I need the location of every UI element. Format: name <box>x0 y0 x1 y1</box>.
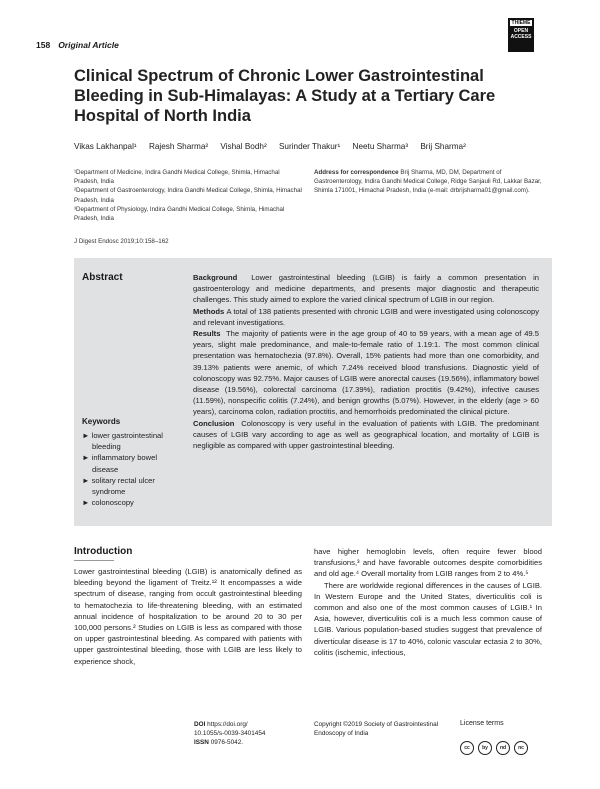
affiliation: ³Department of Physiology, Indira Gandhi Medical College, Shimla, Himachal Pradesh, India <box>74 205 285 223</box>
by-icon: by <box>478 741 492 755</box>
section-label: Original Article <box>58 40 119 50</box>
doi-link[interactable]: https://doi.org/ <box>207 721 248 728</box>
keywords-heading: Keywords <box>82 417 121 426</box>
author: Vikas Lakhanpal¹ <box>74 142 137 151</box>
conclusion-label: Conclusion <box>193 418 235 428</box>
background-text: Lower gastrointestinal bleeding (LGIB) is fairly a common presentation in gastroenterology and medicine departments, and presents major diagnostic and therapeutic challenges. This study aimed to explore the varied clinical spectrum of LGIB in our region. <box>193 273 539 305</box>
keywords-list <box>82 430 182 508</box>
results-text: The majority of patients were in the age group of 40 to 59 years, with a mean age of 49.5 years, slight male predominance, and male-to-female ratio of 1.19:1. The most common clinical presentation was hematochezia (97.8%). Overall, 15% patients had more than one comorbidity, and 39.13% patients were anemic, of which 7.24% received blood transfusions. Diagnostic yield of colonoscopy was 92.75%. Major causes of LGIB were anorectal causes (19.56%), inflammatory bowel disease (19.56%), colorectal carcinoma (17.39%), radiation proctitis (9.42%), infective causes (11.59%), nonspecific colitis (7.24%), and benign growths (5.07%). However, in the elderly (age > 60 years), carcinoma colon, radiation proctitis, and hemorrhoids predominated the clinical picture. <box>193 329 539 417</box>
author: Neetu Sharma³ <box>352 142 409 151</box>
introduction-heading: Introduction <box>74 546 133 557</box>
author-list <box>74 142 544 151</box>
results-label: Results <box>193 329 221 339</box>
doi-block: DOI https://doi.org/ 10.1055/s-0039-3401454 ISSN 0976-5042. <box>194 720 304 748</box>
issn-value: 0976-5042. <box>210 739 244 747</box>
keyword-item: ► solitary rectal ulcer syndrome <box>82 475 155 497</box>
page-number: 158 <box>36 40 51 50</box>
methods-text: A total of 138 patients presented with chronic LGIB and were investigated using colonoscopy and relevant investigations. <box>193 306 539 327</box>
author: Brij Sharma² <box>420 142 466 151</box>
intro-column-left: Lower gastrointestinal bleeding (LGIB) is anatomically defined as bleeding beyond the ligament of Treitz.¹² It encompasses a wide spectrum of disease, ranging from occult gastrointestinal bleeding to hematochezia to life-threatening bleeding, with an estimated annual incidence of hospitalization to be around 20 to 30 per 100,000 persons.² Studies on LGIB is less as compared with those on upper gastrointestinal bleeding. As compared with patients with upper gastrointestinal bleeding, those with LGIB are less likely to experience shock, <box>74 567 302 666</box>
abstract-body <box>193 272 539 451</box>
article-title: Clinical Spectrum of Chronic Lower Gastrointestinal Bleeding in Sub-Himalayas: A Study at a Tertiary Care Hospital of North India <box>74 67 496 125</box>
cc-icon: cc <box>460 741 474 755</box>
doi-value: 10.1055/s-0039-3401454 <box>194 730 266 738</box>
license-icons[interactable] <box>460 736 532 755</box>
correspondence-label: Address for correspondence <box>314 169 399 176</box>
keyword-item: ► lower gastrointestinal bleeding <box>82 431 163 452</box>
thieme-open-access-logo: THIEME OPEN ACCESS <box>508 18 534 52</box>
license-terms-label: License terms <box>460 720 504 727</box>
heading-underline <box>74 560 114 561</box>
running-header <box>36 40 119 50</box>
copyright-notice: Copyright ©2019 Society of Gastrointestinal Endoscopy of India <box>314 721 439 738</box>
background-label: Background <box>193 273 238 282</box>
correspondence-text: Brij Sharma, MD, DM, Department of Gastroenterology, Indira Gandhi Medical College, Ridge Sanjauli Rd, Lakkar Bazar, Shimla 171001, Himachal Pradesh, India (e-mail: drbrijsharma01@gmail.com). <box>314 169 542 195</box>
keyword-item: ► inflammatory bowel disease <box>82 453 158 474</box>
affiliations <box>74 168 304 223</box>
affiliation: ¹Department of Medicine, Indira Gandhi Medical College, Shimla, Himachal Pradesh, India <box>74 169 280 186</box>
intro-column-right <box>314 546 542 658</box>
affiliation: ²Department of Gastroenterology, Indira Gandhi Medical College, Shimla, Himachal Pradesh, India <box>74 187 302 204</box>
author: Vishal Bodh² <box>220 142 267 151</box>
nc-icon: nc <box>514 741 528 755</box>
author: Surinder Thakur¹ <box>278 142 341 151</box>
intro-paragraph: There are worldwide regional differences in the causes of LGIB. In Western Europe and the United States, diverticulitis coli is common and also one of the most common causes of LGIB.¹ In Asia, however, diverticulitis coli is a much less common cause of LGIB. Various population-based studies suggest that prevalence of diverticular disease is 17 to 40%, colonic vascular ectasia 2 to 30%, colitis (ischemic, infectious, <box>314 580 542 657</box>
abstract-heading: Abstract <box>82 272 123 283</box>
correspondence-address <box>314 168 544 196</box>
author: Rajesh Sharma² <box>148 142 209 151</box>
intro-paragraph: have higher hemoglobin levels, often require fewer blood transfusions,³ and have favorable outcomes despite comorbidities and old age.⁴ Overall mortality from LGIB ranges from 2 to 4%.⁵ <box>314 547 542 579</box>
nd-icon: nd <box>496 741 510 755</box>
methods-label: Methods <box>193 306 225 316</box>
conclusion-text: Colonoscopy is very useful in the evaluation of patients with LGIB. The predominant causes of LGIB vary according to age as well as geographical location, and mortality of LGIB is negligible as compared with upper gastrointestinal bleeding. <box>193 418 539 451</box>
citation: J Digest Endosc 2019;10:158–162 <box>74 238 169 245</box>
keyword-item: ► colonoscopy <box>82 498 134 508</box>
